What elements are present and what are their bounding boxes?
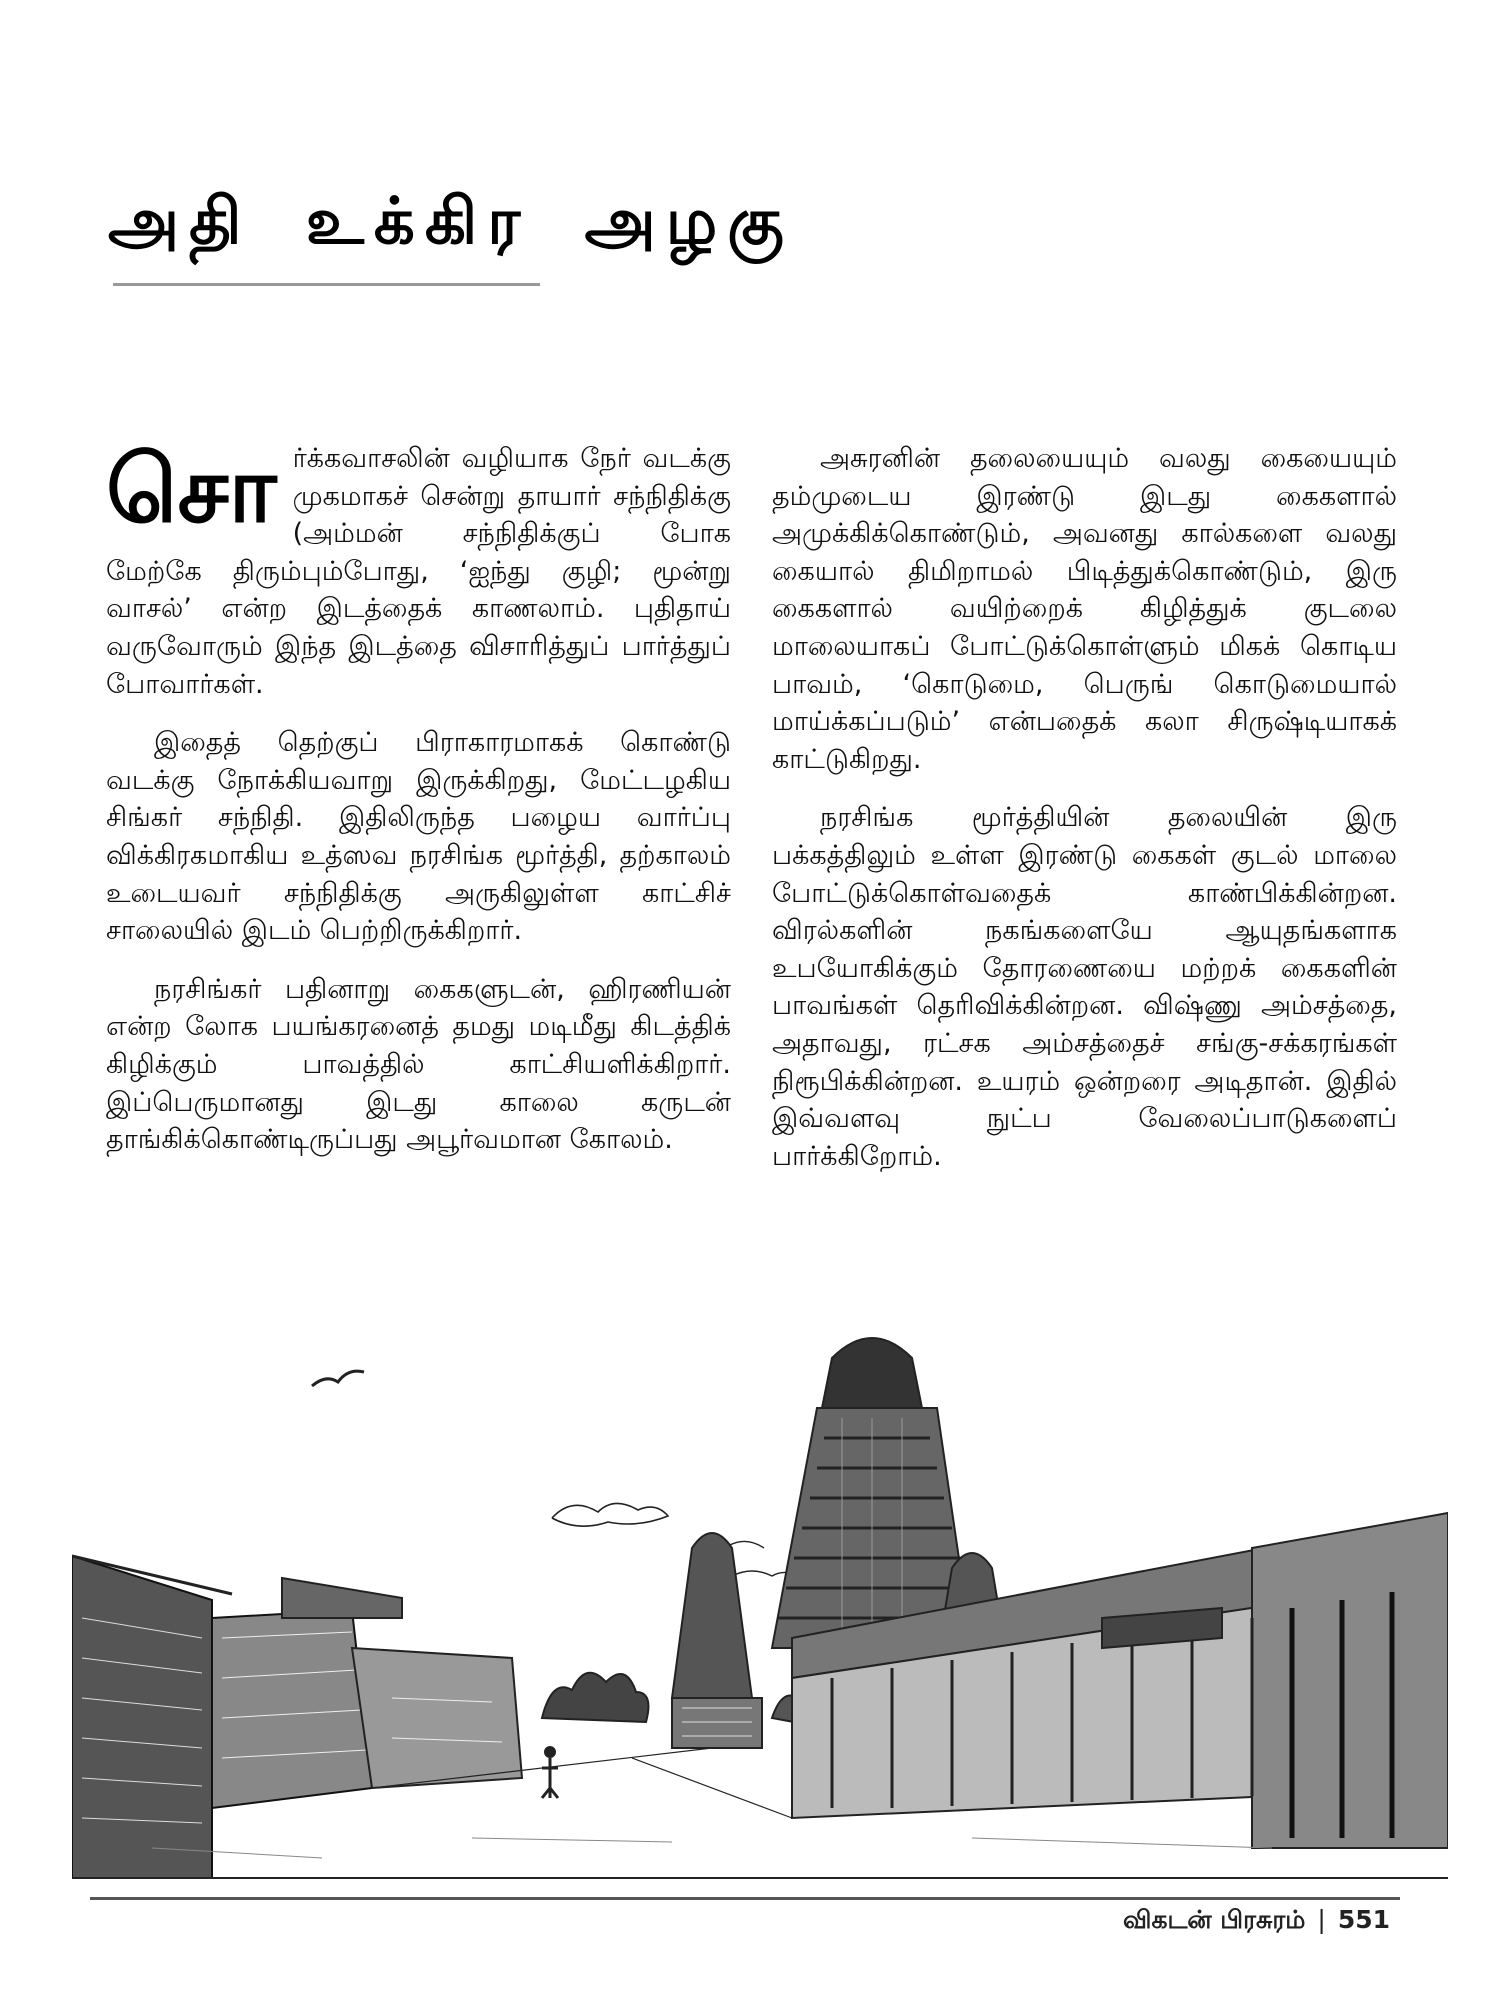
temple-street-illustration: [72, 1318, 1448, 1895]
paragraph-3: நரசிங்கர் பதினாறு கைகளுடன், ஹிரணியன் என்ற லோக பயங்கரனைத் தமது மடிமீது கிடத்திக் கிழிக்கும் பாவத்தில் காட்சியளிக்கிறார். இப்பெருமானது இடது காலை கருடன் தாங்கிக்கொண்டிருப்பது அபூர்வமான கோலம்.: [106, 973, 731, 1156]
footer: [1123, 1905, 1390, 1938]
paragraph-1-text: ர்க்கவாசலின் வழியாக நேர் வடக்கு முகமாகச் சென்று தாயார் சந்நிதிக்கு (அம்மன் சந்நிதிக்குப் போக மேற்கே திரும்பும்போது, ‘ஐந்து குழி; மூன்று வாசல்’ என்ற இடத்தைக் காணலாம். புதிதாய் வருவோரும் இந்த இடத்தை விசாரித்துப் பார்த்துப் போவார்கள்.: [106, 443, 731, 700]
page-number: 551: [1337, 1905, 1390, 1934]
footer-separator: |: [1317, 1905, 1326, 1934]
drop-cap: சொ: [106, 436, 277, 543]
paragraph-1: [106, 436, 731, 703]
right-column: [772, 440, 1397, 1196]
title-underline: [113, 283, 540, 286]
paragraph-2: இதைத் தெற்குப் பிராகாரமாகக் கொண்டு வடக்கு நோக்கியவாறு இருக்கிறது, மேட்டழகிய சிங்கர் சந்நிதி. இதிலிருந்த பழைய வார்ப்பு விக்கிரகமாகிய உத்ஸவ நரசிங்க மூர்த்தி, தற்காலம் உடையவர் சந்நிதிக்கு அருகிலுள்ள காட்சிச் சாலையில் இடம் பெற்றிருக்கிறார்.: [106, 727, 731, 947]
page-title: அதி உக்கிர அழகு: [108, 185, 794, 259]
footer-rule: [90, 1897, 1400, 1900]
bird-icon: [312, 1371, 364, 1386]
paragraph-4: அசுரனின் தலையையும் வலது கையையும் தம்முடைய இரண்டு இடது கைகளால் அமுக்கிக்கொண்டும், அவனது கால்களை வலது கையால் திமிறாமல் பிடித்துக்கொண்டும், இரு கைகளால் வயிற்றைக் கிழித்துக் குடலை மாலையாகப் போட்டுக்கொள்ளும் மிகக் கொடிய பாவம், ‘கொடுமை, பெருங் கொடுமையால் மாய்க்கப்படும்’ என்பதைக் கலா சிருஷ்டியாகக் காட்டுகிறது.: [772, 443, 1397, 775]
publisher-name: விகடன் பிரசுரம்: [1123, 1905, 1306, 1934]
left-column: [106, 436, 731, 1180]
paragraph-5: நரசிங்க மூர்த்தியின் தலையின் இரு பக்கத்திலும் உள்ள இரண்டு கைகள் குடல் மாலை போட்டுக்கொள்வதைக் காண்பிக்கின்றன. விரல்களின் நகங்களையே ஆயுதங்களாக உபயோகிக்கும் தோரணையை மற்றக் கைகளின் பாவங்கள் தெரிவிக்கின்றன. விஷ்ணு அம்சத்தை, அதாவது, ரட்சக அம்சத்தைச் சங்கு-சக்கரங்கள் நிரூபிக்கின்றன. உயரம் ஒன்றரை அடிதான். இதில் இவ்வளவு நுட்ப வேலைப்பாடுகளைப் பார்க்கிறோம்.: [772, 802, 1397, 1172]
